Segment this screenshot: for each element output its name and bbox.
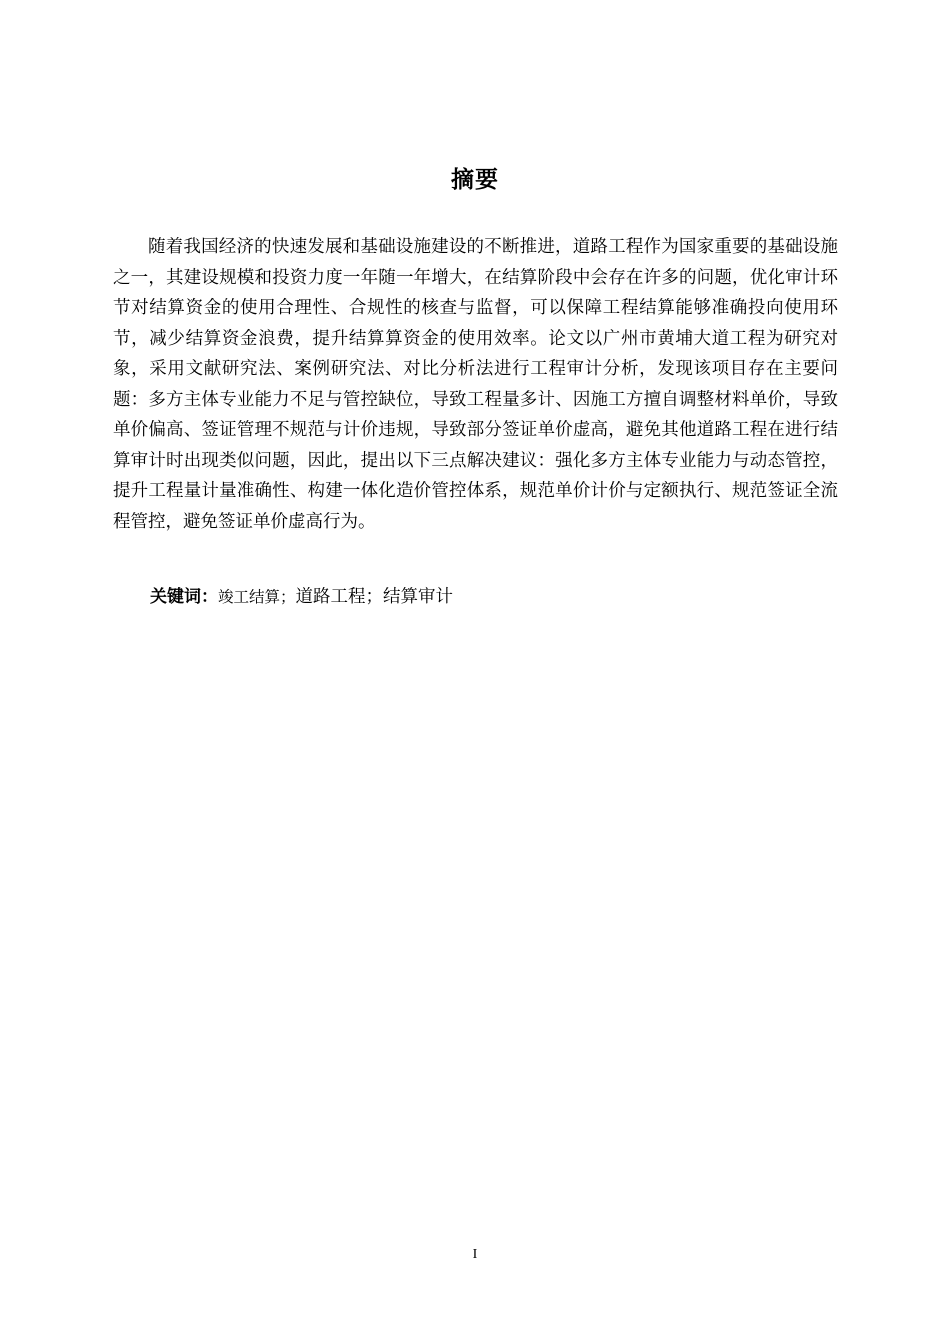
page-number: I — [472, 1247, 478, 1262]
abstract-title: 摘要 — [451, 167, 499, 193]
abstract-body: 随着我国经济的快速发展和基础设施建设的不断推进，道路工程作为国家重要的基础设施之一，其建设规模和投资力度一年随一年增大，在结算阶段中会存在许多的问题，优化审计环节对结算资金的使用合理性、合规性的核查与监督，可以保障工程结算能够准确投向使用环节，减少结算资金浪费，提升结算算资金的使用效率。论文以广州市黄埔大道工程为研究对象，采用文献研究法、案例研究法、对比分析法进行工程审计分析，发现该项目存在主要问题：多方主体专业能力不足与管控缺位，导致工程量多计、因施工方擅自调整材料单价，导致单价偏高、签证管理不规范与计价违规，导致部分签证单价虚高，避免其他道路工程在进行结算审计时出现类似问题，因此，提出以下三点解决建议：强化多方主体专业能力与动态管控，提升工程量计量准确性、构建一体化造价管控体系，规范单价计价与定额执行、规范签证全流程管控，避免签证单价虚高行为。 — [113, 237, 838, 532]
keyword-item: 竣工结算； — [218, 588, 296, 606]
keyword-item: 道路工程； — [295, 587, 384, 607]
keywords-label: 关键词： — [150, 587, 218, 607]
keyword-item: 结算审计 — [383, 587, 454, 607]
keywords-line — [150, 582, 840, 612]
